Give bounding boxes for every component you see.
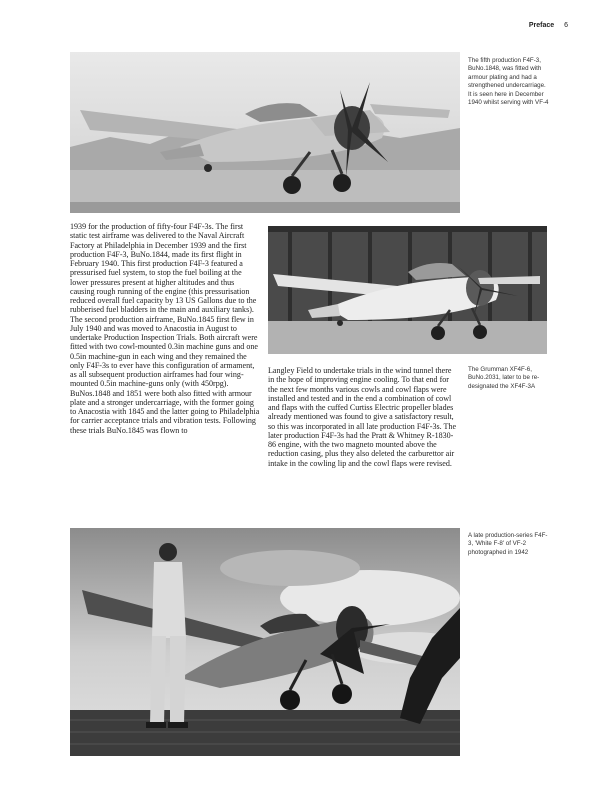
body-paragraph-left: 1939 for the production of fifty-four F4F-3s. The first static test airframe was delivered to the Naval Aircraft Factory at Philadelphia in December 1939 and the first production F4F-3, BuNo.1844, made its first flight in February 1940. This first production F4F-3 featured a pressurised fuel system, to stop the fuel boiling at the lower pressures present at higher altitudes and thus causing rough running of the engine (this pressurisation reduced overall fuel capacity by 13 US Gallons due to the rubberised fuel bladders in the main and auxiliary tanks). The second production airframe, BuNo.1845 first flew in July 1940 and was moved to Anacostia in August to undertake Production Inspection Trials. Both aircraft were fitted with two cowl-mounted 0.3in machine guns and one 0.5in machine-gun in each wing and they remained the only F4F-3s to ever have this configuration of armament, as all subsequent production airframes had four wing-mounted 0.5in machine-guns only (with 450rpg). BuNos.1848 and 1851 were both also fitted with armour plate and a stronger undercarriage, with the former going to Anacostia with 1845 and the latter going to Philadelphia for carrier acceptance trials and vibration tests. Following these trials BuNo.1845 was flown to (70, 222, 260, 435)
page-number: 6 (564, 22, 568, 29)
section-title: Preface (528, 22, 555, 29)
photo-bottom-caption: A late production-series F4F-3, 'White F-8' of VF-2 photographed in 1942 (468, 532, 548, 556)
photo-middle-caption: The Grumman XF4F-6, BuNo.2031, later to be re-designated the XF4F-3A (468, 366, 540, 390)
body-column-left (70, 222, 260, 435)
body-paragraph-right: Langley Field to undertake trials in the wind tunnel there in the hope of improving engine cooling. To that end for the next few months various cowls and cowl flaps were installed and tested and in the end a combination of cowl and flaps with the cuffed Curtiss Electric propeller blades already mentioned was found to give a satisfactory result, so this was incorporated in all late production F4F-3s. The later production F4F-3s had the Pratt & Whitney R-1830-86 engine, with the two magneto mounted above the reduction casing, plus they also deleted the carburettor air intake in the cowling lip and the cowl flaps were revised. (268, 366, 457, 468)
photo-middle (268, 226, 547, 354)
body-column-right (268, 366, 458, 468)
photo-top-caption: The fifth production F4F-3, BuNo.1848, was fitted with armour plating and had a strengthened undercarriage. It is seen here in December 1940 whilst serving with VF-4 (468, 57, 549, 107)
photo-top (70, 52, 460, 213)
photo-bottom (70, 528, 460, 756)
running-head (529, 22, 568, 29)
